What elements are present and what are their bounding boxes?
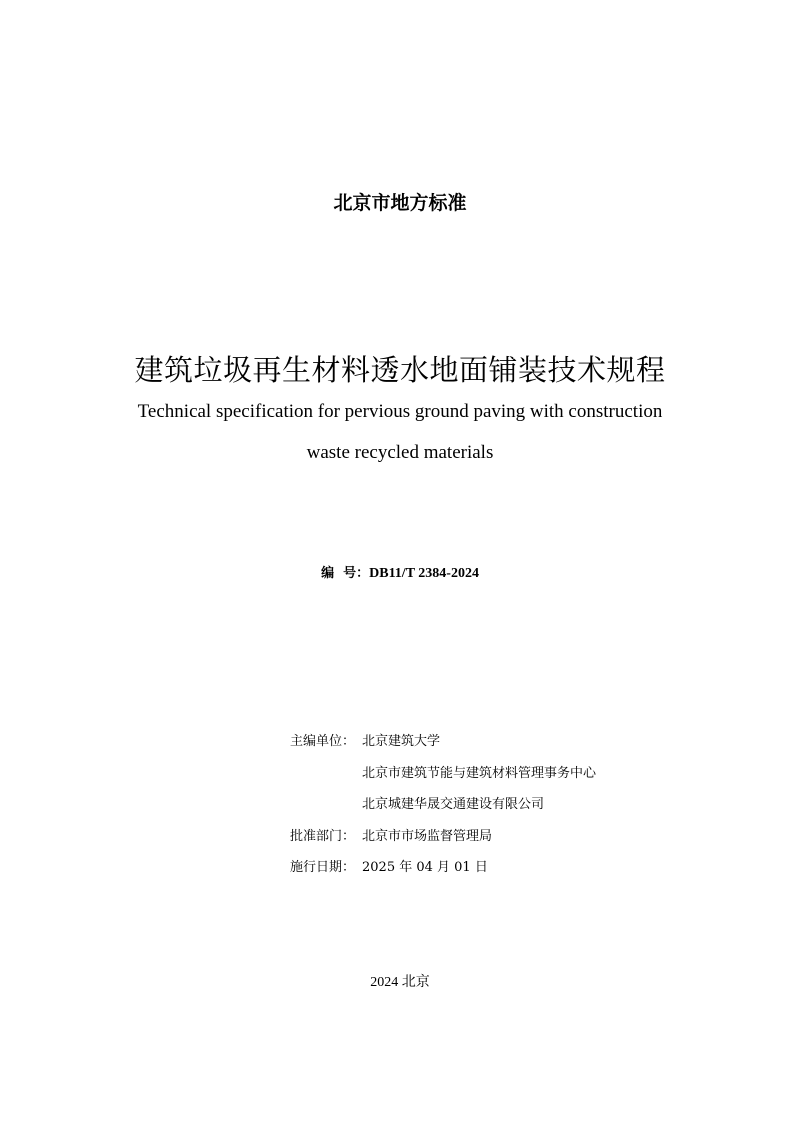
standard-category: 北京市地方标准 [333,192,467,214]
chief-editor-unit-3: 北京城建华晟交通建设有限公司 [362,797,545,812]
footer-year-place: 2024 北京 [370,975,430,990]
document-title-chinese: 建筑垃圾再生材料透水地面铺装技术规程 [134,353,666,387]
approval-department-value: 北京市市场监督管理局 [362,829,493,844]
standard-number-line [0,564,800,584]
standard-number-label: 编 号： [321,566,370,581]
effective-date-label: 施行日期： [290,860,356,875]
approval-department-label: 批准部门： [290,829,356,844]
document-title-english-line-2: waste recycled materials [306,442,494,463]
document-title-english-line-1: Technical specification for pervious ground paving with construction [137,401,663,422]
chief-editor-unit-2: 北京市建筑节能与建筑材料管理事务中心 [362,766,597,781]
effective-date-value: 2025 年 04 月 01 日 [362,860,488,875]
chief-editor-label: 主编单位： [290,734,356,749]
standard-number-value: DB11/T 2384-2024 [369,566,479,581]
chief-editor-unit-1: 北京建筑大学 [362,734,441,749]
